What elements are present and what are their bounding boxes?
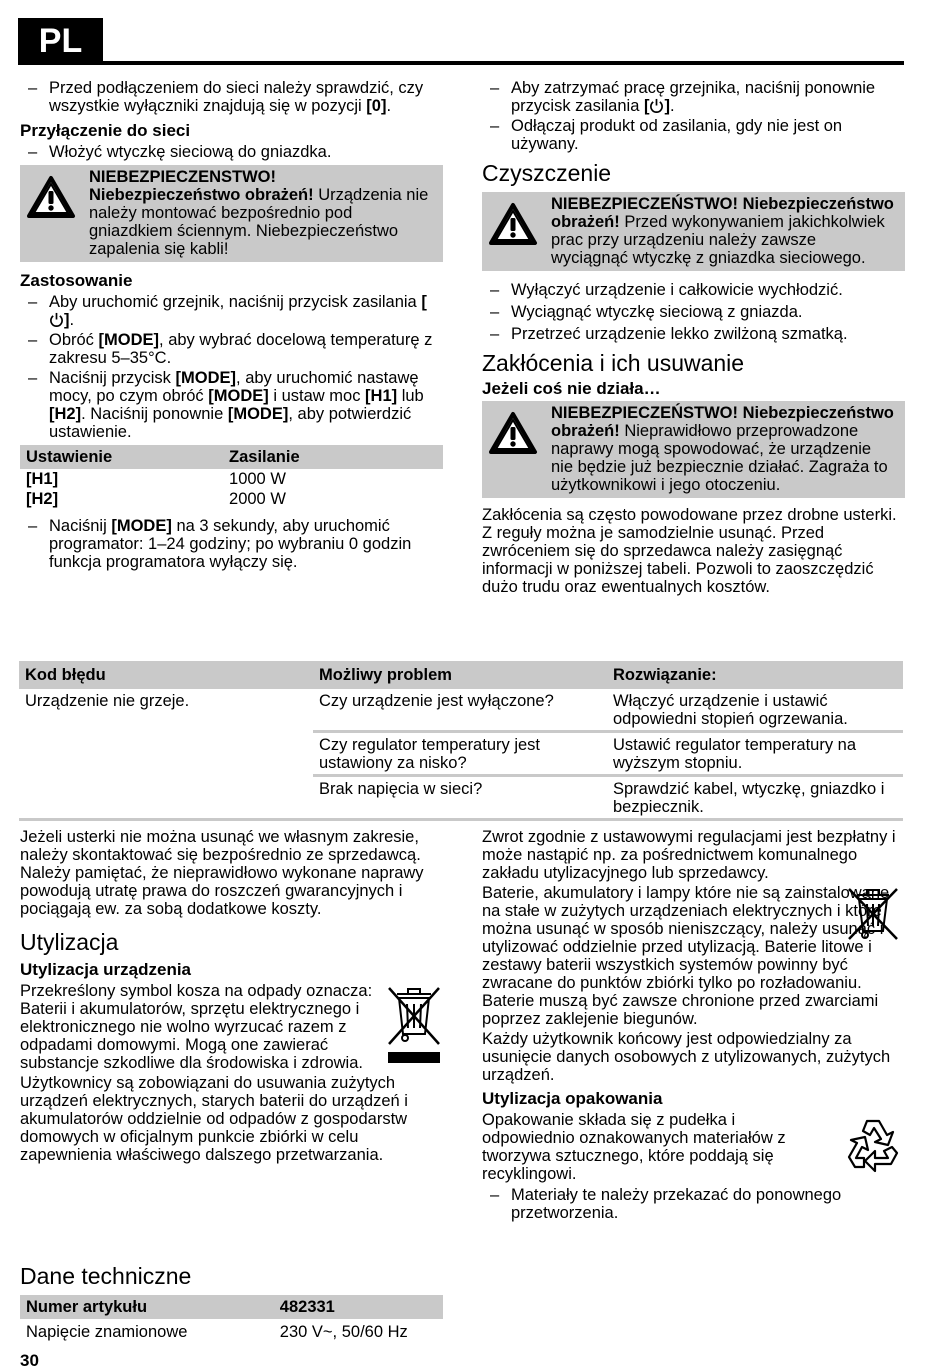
text: na 3 sekundy, aby uruchomić programator: 1–24 godziny; po wybraniu 0 godzin funkcja programatora wyłączy się. (49, 517, 412, 571)
table-cell: Ustawić regulator temperatury na wyższym stopniu. (607, 732, 903, 776)
text: i ustaw moc (268, 387, 366, 405)
packaging-list (482, 1186, 905, 1222)
table-cell: Włączyć urządzenie i ustawić odpowiedni stopień ogrzewania. (607, 689, 903, 732)
text: . Naciśnij ponownie (81, 405, 228, 423)
mode-label: [MODE] (227, 405, 289, 423)
table-cell: Napięcie znamionowe (26, 1323, 188, 1341)
text: Naciśnij (49, 517, 112, 535)
table-row (20, 489, 443, 509)
warning-triangle-icon (488, 202, 538, 246)
connection-heading: Przyłączenie do sieci (20, 121, 191, 140)
warning-triangle-icon (488, 411, 538, 455)
text: Aby uruchomić grzejnik, naciśnij przycisk zasilania (49, 293, 422, 311)
right-column-top (482, 79, 905, 598)
faults-paragraph: Zakłócenia są często powodowane przez drobne usterki. Z reguły można je samodzielnie usunąć. Przed zwróceniem się do sprzedawca należy zasięgnąć informacji w poniższej tabeli. Pozwoli to zaoszczędzić dużo trudu oraz ewentualnych kosztów. (482, 506, 897, 596)
switch-position: [0] (366, 97, 387, 115)
list-item: – Wyciągnąć wtyczkę sieciową z gniazda. (482, 303, 905, 321)
recycle-icon (841, 1115, 905, 1179)
list-item (20, 331, 437, 367)
power-button-label: [ ] (643, 97, 670, 115)
timer-list (20, 517, 443, 571)
disposal-subheading: Utylizacja urządzenia (20, 960, 192, 979)
table-header-row (20, 1295, 443, 1319)
text: , aby uruchomić nastawę mocy, po czym obróć (49, 369, 419, 405)
column-header: Rozwiązanie: (607, 661, 903, 689)
text: , aby potwierdzić ustawienie. (49, 405, 412, 441)
user-paragraph: Każdy użytkownik końcowy jest odpowiedzialny za usunięcie danych osobowych z utylizowanych, zużytych urządzeń. (482, 1030, 891, 1084)
table-cell: [H2] (26, 490, 59, 508)
warning-label: NIEBEZPIECZENSTWO! Niebezpieczeństwo obrażeń! (89, 168, 314, 204)
mode-label: [MODE] (111, 517, 172, 535)
warning-label: NIEBEZPIECZEŃSTWO! Niebezpieczeństwo obrażeń! (551, 195, 894, 231)
h1-label: [H1] (365, 387, 398, 405)
text: Aby zatrzymać pracę grzejnika, naciśnij ponownie przycisk zasilania (511, 79, 876, 115)
list-item (20, 369, 437, 441)
table-cell: Czy urządzenie jest wyłączone? (313, 689, 607, 732)
table-cell: 2000 W (229, 490, 286, 508)
battery-block (482, 884, 905, 1028)
table-row (19, 776, 903, 820)
warranty-paragraph: Jeżeli usterki nie można usunąć we własnym zakresie, należy skontaktować się bezpośrednio ze sprzedawcą. Należy pamiętać, że nieprawidłowo wykonane naprawy powodują utratę prawa do roszczeń gwarancyjnych i pociągają ew. za sobą dodatkowe koszty. (20, 828, 424, 918)
table-row (20, 1319, 443, 1342)
intro-list (20, 79, 443, 115)
warning-triangle-icon (26, 175, 76, 219)
text: lub (397, 387, 424, 405)
connection-list (20, 143, 443, 161)
warning-box (20, 165, 443, 262)
left-column-bottom (20, 828, 443, 1166)
warning-text: Nieprawidłowo przeprowadzone naprawy mogą spowodować, że urządzenie nie będzie już bezpiecznie działać. Zagraża to użytkownikowi i jego otoczeniu. (551, 422, 888, 494)
disposal-block (20, 982, 443, 1072)
table-cell: Brak napięcia w sieci? (313, 776, 607, 820)
table-row (20, 469, 443, 489)
troubleshooting-table (19, 661, 903, 821)
table-cell: 230 V~, 50/60 Hz (279, 1323, 408, 1341)
column-header: Możliwy problem (313, 661, 607, 689)
power-button-icon (649, 98, 664, 113)
warning-text: Przed wykonywaniem jakichkolwiek prac przy urządzeniu należy zawsze wyciągnąć wtyczkę z gniazdka sieciowego. (551, 213, 885, 267)
table-cell: [H1] (26, 470, 59, 488)
language-tab: PL (18, 18, 103, 65)
crossed-bin-icon (845, 886, 901, 942)
warning-text: Urządzenia nie należy montować bezpośrednio pod gniazdkiem ściennym. Niebezpieczeństwo zapalenia się kabli! (89, 186, 429, 258)
list-item: – Odłączaj produkt od zasilania, gdy nie jest on używany. (482, 117, 905, 153)
warning-box (482, 192, 905, 271)
mode-label: [MODE] (98, 331, 160, 349)
mode-label: [MODE] (208, 387, 269, 405)
faults-subheading: Jeżeli coś nie działa… (482, 379, 661, 398)
warning-label: NIEBEZPIECZEŃSTWO! Niebezpieczeństwo obrażeń! (551, 404, 894, 440)
text: . (386, 97, 392, 115)
tech-section (20, 1262, 443, 1342)
column-header: Ustawienie (20, 445, 223, 469)
table-cell (19, 776, 313, 820)
text: Przed podłączeniem do sieci należy sprawdzić, czy wszystkie wyłączniki znajdują się w pozycji (49, 79, 424, 115)
table-cell: Urządzenie nie grzeje. (25, 692, 190, 710)
crossed-bin-icon (385, 984, 443, 1064)
column-header: Kod błędu (19, 661, 313, 689)
tech-table (20, 1295, 443, 1342)
disposal-paragraph: Przekreślony symbol kosza na odpady oznacza: Baterii i akumulatorów, sprzętu elektrycznego i elektronicznego nie wolno wyrzucać razem z odpadami domowymi. Mogą one zawierać substancje szkodliwe dla środowiska i zdrowia. (20, 982, 373, 1072)
table-cell: 1000 W (229, 470, 286, 488)
list-item (20, 79, 443, 115)
warning-box (482, 401, 905, 498)
text: Naciśnij przycisk (49, 369, 176, 387)
header-rule (18, 61, 904, 65)
power-button-label: [] (49, 293, 427, 329)
list-item: – Materiały te należy przekazać do ponownego przetworzenia. (482, 1186, 905, 1222)
table-cell: Sprawdzić kabel, wtyczkę, gniazdko i bezpiecznik. (607, 776, 903, 820)
disposal-heading: Utylizacja (20, 929, 119, 955)
text: , aby wybrać docelową temperaturę z zakresu 5–35°C. (49, 331, 433, 367)
table-header-row (19, 661, 903, 689)
page-number: 30 (20, 1351, 39, 1370)
list-item: – Włożyć wtyczkę sieciową do gniazdka. (20, 143, 443, 161)
packaging-heading: Utylizacja opakowania (482, 1089, 663, 1108)
stop-list (482, 79, 905, 153)
packaging-paragraph: Opakowanie składa się z pudełka i odpowiednio oznakowanych materiałów z tworzywa sztucznego, które poddają się recyklingowi. (482, 1111, 786, 1183)
cleaning-heading: Czyszczenie (482, 160, 612, 186)
power-button-icon (49, 312, 64, 327)
table-cell (19, 732, 313, 776)
battery-paragraph: Baterie, akumulatory i lampy które nie są zainstalowane na stałe w zużytych urządzeniach elektrycznych i które można usunąć w sposób nieniszczący, należy usunąć i utylizować oddzielnie przed utylizacją. Baterie litowe i zestawy baterii wszystkich systemów powinny być zwracane do punktów zbiórki tylko po rozładowaniu. Baterie muszą być zawsze chronione przed zwarciami poprzez zaklejenie biegunów. (482, 884, 890, 1028)
faults-heading: Zakłócenia i ich usuwanie (482, 350, 745, 376)
packaging-block (482, 1111, 905, 1183)
column-header: Zasilanie (223, 445, 443, 469)
table-header-row (20, 445, 443, 469)
usage-heading: Zastosowanie (20, 271, 133, 290)
right-column-bottom (482, 828, 905, 1224)
tech-heading: Dane techniczne (20, 1263, 192, 1289)
list-item: – Wyłączyć urządzenie i całkowicie wychłodzić. (482, 281, 905, 299)
list-item: – Aby zatrzymać pracę grzejnika, naciśnij ponownie przycisk zasilania [ ]. (482, 79, 905, 115)
table-row (19, 689, 903, 732)
list-item (20, 517, 443, 571)
mode-label: [MODE] (175, 369, 237, 387)
list-item: – Aby uruchomić grzejnik, naciśnij przycisk zasilania []. (20, 293, 437, 329)
h2-label: [H2] (49, 405, 82, 423)
return-paragraph: Zwrot zgodnie z ustawowymi regulacjami jest bezpłatny i może nastąpić np. za pośrednictwem komunalnego zakładu utylizacyjnego lub sprzedawcy. (482, 828, 896, 882)
text: Obróć (49, 331, 99, 349)
cleaning-list (482, 281, 905, 343)
usage-list (20, 293, 443, 441)
column-header: Numer artykułu (20, 1295, 274, 1319)
column-header: 482331 (274, 1295, 443, 1319)
disposal-paragraph: Użytkownicy są zobowiązani do usuwania zużytych urządzeń elektrycznych, starych baterii do urządzeń i akumulatorów oddzielnie od odpadów z gospodarstw domowych w oficjalnym punkcie zbiórki w celu zapewnienia właściwego dalszego przetwarzania. (20, 1074, 408, 1164)
left-column-top (20, 79, 443, 573)
list-item: – Przetrzeć urządzenie lekko zwilżoną szmatką. (482, 325, 905, 343)
table-cell: Czy regulator temperatury jest ustawiony za nisko? (313, 732, 607, 776)
table-row (19, 732, 903, 776)
power-settings-table (20, 445, 443, 509)
